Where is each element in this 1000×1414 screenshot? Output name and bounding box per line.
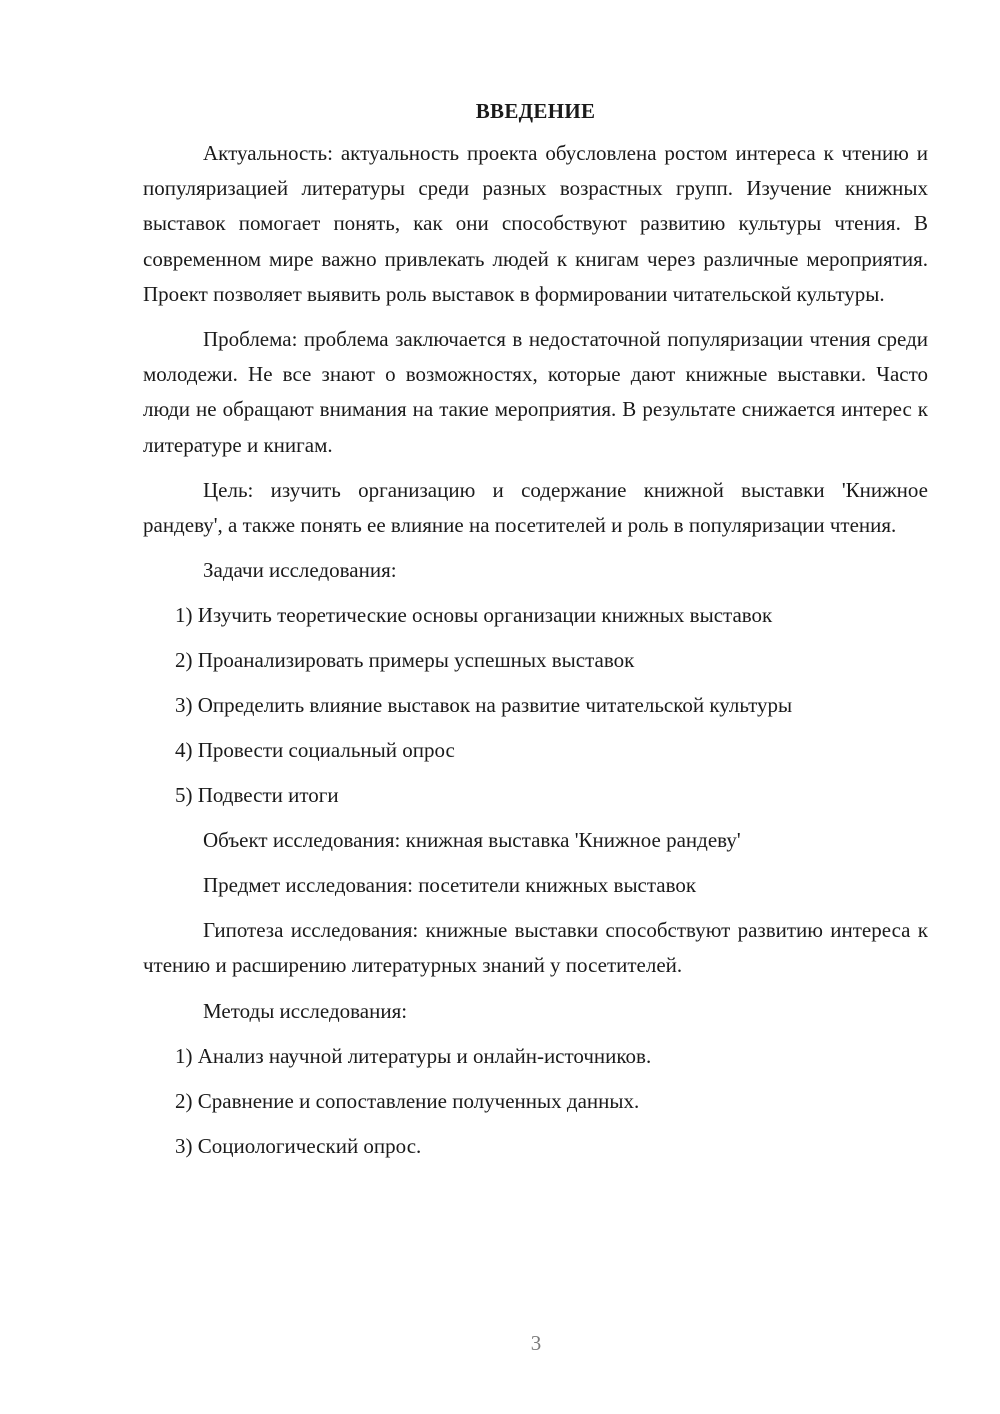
research-object: Объект исследования: книжная выставка 'Книжное рандеву' bbox=[203, 828, 741, 853]
paragraph-relevance: Актуальность: актуальность проекта обусловлена ростом интереса к чтению и популяризацией литературы среди разных возрастных групп. Изучение книжных выставок помогает понять, как они способствуют развитию культуры чтения. В современном мире важно привлекать людей к книгам через различные мероприятия. Проект позволяет выявить роль выставок в формировании читательской культуры. bbox=[143, 141, 928, 306]
method-item: 3) Социологический опрос. bbox=[175, 1133, 422, 1158]
tasks-heading: Задачи исследования: bbox=[203, 558, 397, 583]
research-subject: Предмет исследования: посетители книжных выставок bbox=[203, 873, 697, 898]
task-item: 5) Подвести итоги bbox=[175, 783, 339, 808]
page-content bbox=[143, 94, 928, 1174]
page-number: 3 bbox=[530, 1331, 542, 1355]
method-item: 2) Сравнение и сопоставление полученных данных. bbox=[175, 1088, 640, 1113]
methods-heading: Методы исследования: bbox=[203, 998, 408, 1023]
task-item: 3) Определить влияние выставок на развитие читательской культуры bbox=[175, 693, 793, 718]
research-hypothesis: Гипотеза исследования: книжные выставки способствуют развитию интереса к чтению и расширению литературных знаний у посетителей. bbox=[143, 918, 928, 978]
task-item: 2) Проанализировать примеры успешных выставок bbox=[175, 648, 635, 673]
task-item: 4) Провести социальный опрос bbox=[175, 738, 455, 763]
task-item: 1) Изучить теоретические основы организации книжных выставок bbox=[175, 603, 773, 628]
method-item: 1) Анализ научной литературы и онлайн-источников. bbox=[175, 1043, 652, 1068]
paragraph-problem: Проблема: проблема заключается в недостаточной популяризации чтения среди молодежи. Не все знают о возможностях, которые дают книжные выставки. Часто люди не обращают внимания на такие мероприятия. В результате снижается интерес к литературе и книгам. bbox=[143, 327, 928, 457]
paragraph-goal: Цель: изучить организацию и содержание книжной выставки 'Книжное рандеву', а также понять ее влияние на посетителей и роль в популяризации чтения. bbox=[143, 477, 928, 538]
page-title: ВВЕДЕНИЕ bbox=[475, 99, 596, 123]
